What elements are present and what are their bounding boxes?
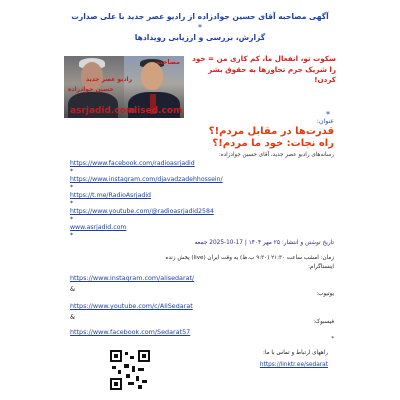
red-quote: سکوت تو، انفعال ما، کم کاری من = خود را شریک جرم تجاوزها به حقوق بشر کردن! <box>192 54 336 84</box>
link-instagram-sedarat[interactable]: https://www.instagram.com/alisedarat/ <box>70 274 195 282</box>
linktree-link[interactable]: https://linktr.ee/sedarat <box>259 362 328 368</box>
photo-site-right: alised.com <box>128 106 183 116</box>
interview-photo <box>64 56 184 118</box>
separator: * <box>70 200 73 207</box>
separator: * <box>70 232 73 239</box>
article-subtitle: رسانه‌های رادیو عصر جدید، آقای حسین جوادزاده: <box>218 152 334 158</box>
header-title: آگهی مصاحبه آقای حسین جوادزاده از رادیو عصر جدید با علی صدارت <box>71 12 329 21</box>
link-youtube-sedarat[interactable]: https://www.youtube.com/c/AliSedarat <box>70 302 193 310</box>
document-page <box>60 10 340 392</box>
link-facebook-sedarat[interactable]: https://www.facebook.com/Sedarat57 <box>70 328 191 336</box>
broadcast-time: زمان: امشب ساعت ۲۱:۳۰ (۹:۳۰ ب.ظ) به وقت ایران (live) پخش زنده <box>165 255 334 261</box>
article-star: * <box>326 110 330 119</box>
link-facebook-radio[interactable]: https://www.facebook.com/radioasrjadid <box>70 160 195 167</box>
separator: * <box>70 168 73 175</box>
qr-code-icon <box>110 350 150 390</box>
link-instagram-radio[interactable]: https://www.instagram.com/djavadzadehhossein/ <box>70 176 223 183</box>
instagram-label: اینستاگرام: <box>308 264 334 270</box>
link-website-radio[interactable]: www.asrjadid.com <box>70 224 127 231</box>
ampersand: & <box>70 285 75 293</box>
photo-caption-mid: رادیو عصر جدید <box>86 76 133 83</box>
link-telegram-radio[interactable]: https://t.me/RadioAsrjadid <box>70 192 151 199</box>
header-star: * <box>198 23 202 32</box>
article-title-line1: قدرت‌ها در مقابل مردم!؟ <box>208 126 334 137</box>
section-star: * <box>331 336 334 342</box>
separator: * <box>70 216 73 223</box>
header-subtitle: گزارش، بررسی و ارزیابی رویدادها <box>134 33 266 42</box>
contact-ways-text: راههای ارتباط و تماس با ما: <box>262 350 328 356</box>
facebook-label: فیسبوک: <box>313 319 334 325</box>
portrait-right-face <box>141 62 163 90</box>
separator: * <box>70 184 73 191</box>
youtube-label: یوتیوب: <box>316 291 334 297</box>
article-label: عنوان: <box>316 118 334 125</box>
publish-date: تاریخ توشتن و انتشار: ۲۵ مهر ۱۴۰۴ | 17-10-2025 جمعه <box>194 240 334 246</box>
ampersand: & <box>70 313 75 321</box>
link-youtube-radio[interactable]: https://www.youtube.com/@radioasrjadid2584 <box>70 208 214 215</box>
photo-caption-low: حسین جوادزاده <box>68 86 114 93</box>
article-title-line2: راه نجات: خود ما مردم!؟ <box>212 138 334 149</box>
photo-site-left: asrjadid.com <box>70 106 136 116</box>
photo-caption-top: مصاحبه <box>156 58 180 66</box>
